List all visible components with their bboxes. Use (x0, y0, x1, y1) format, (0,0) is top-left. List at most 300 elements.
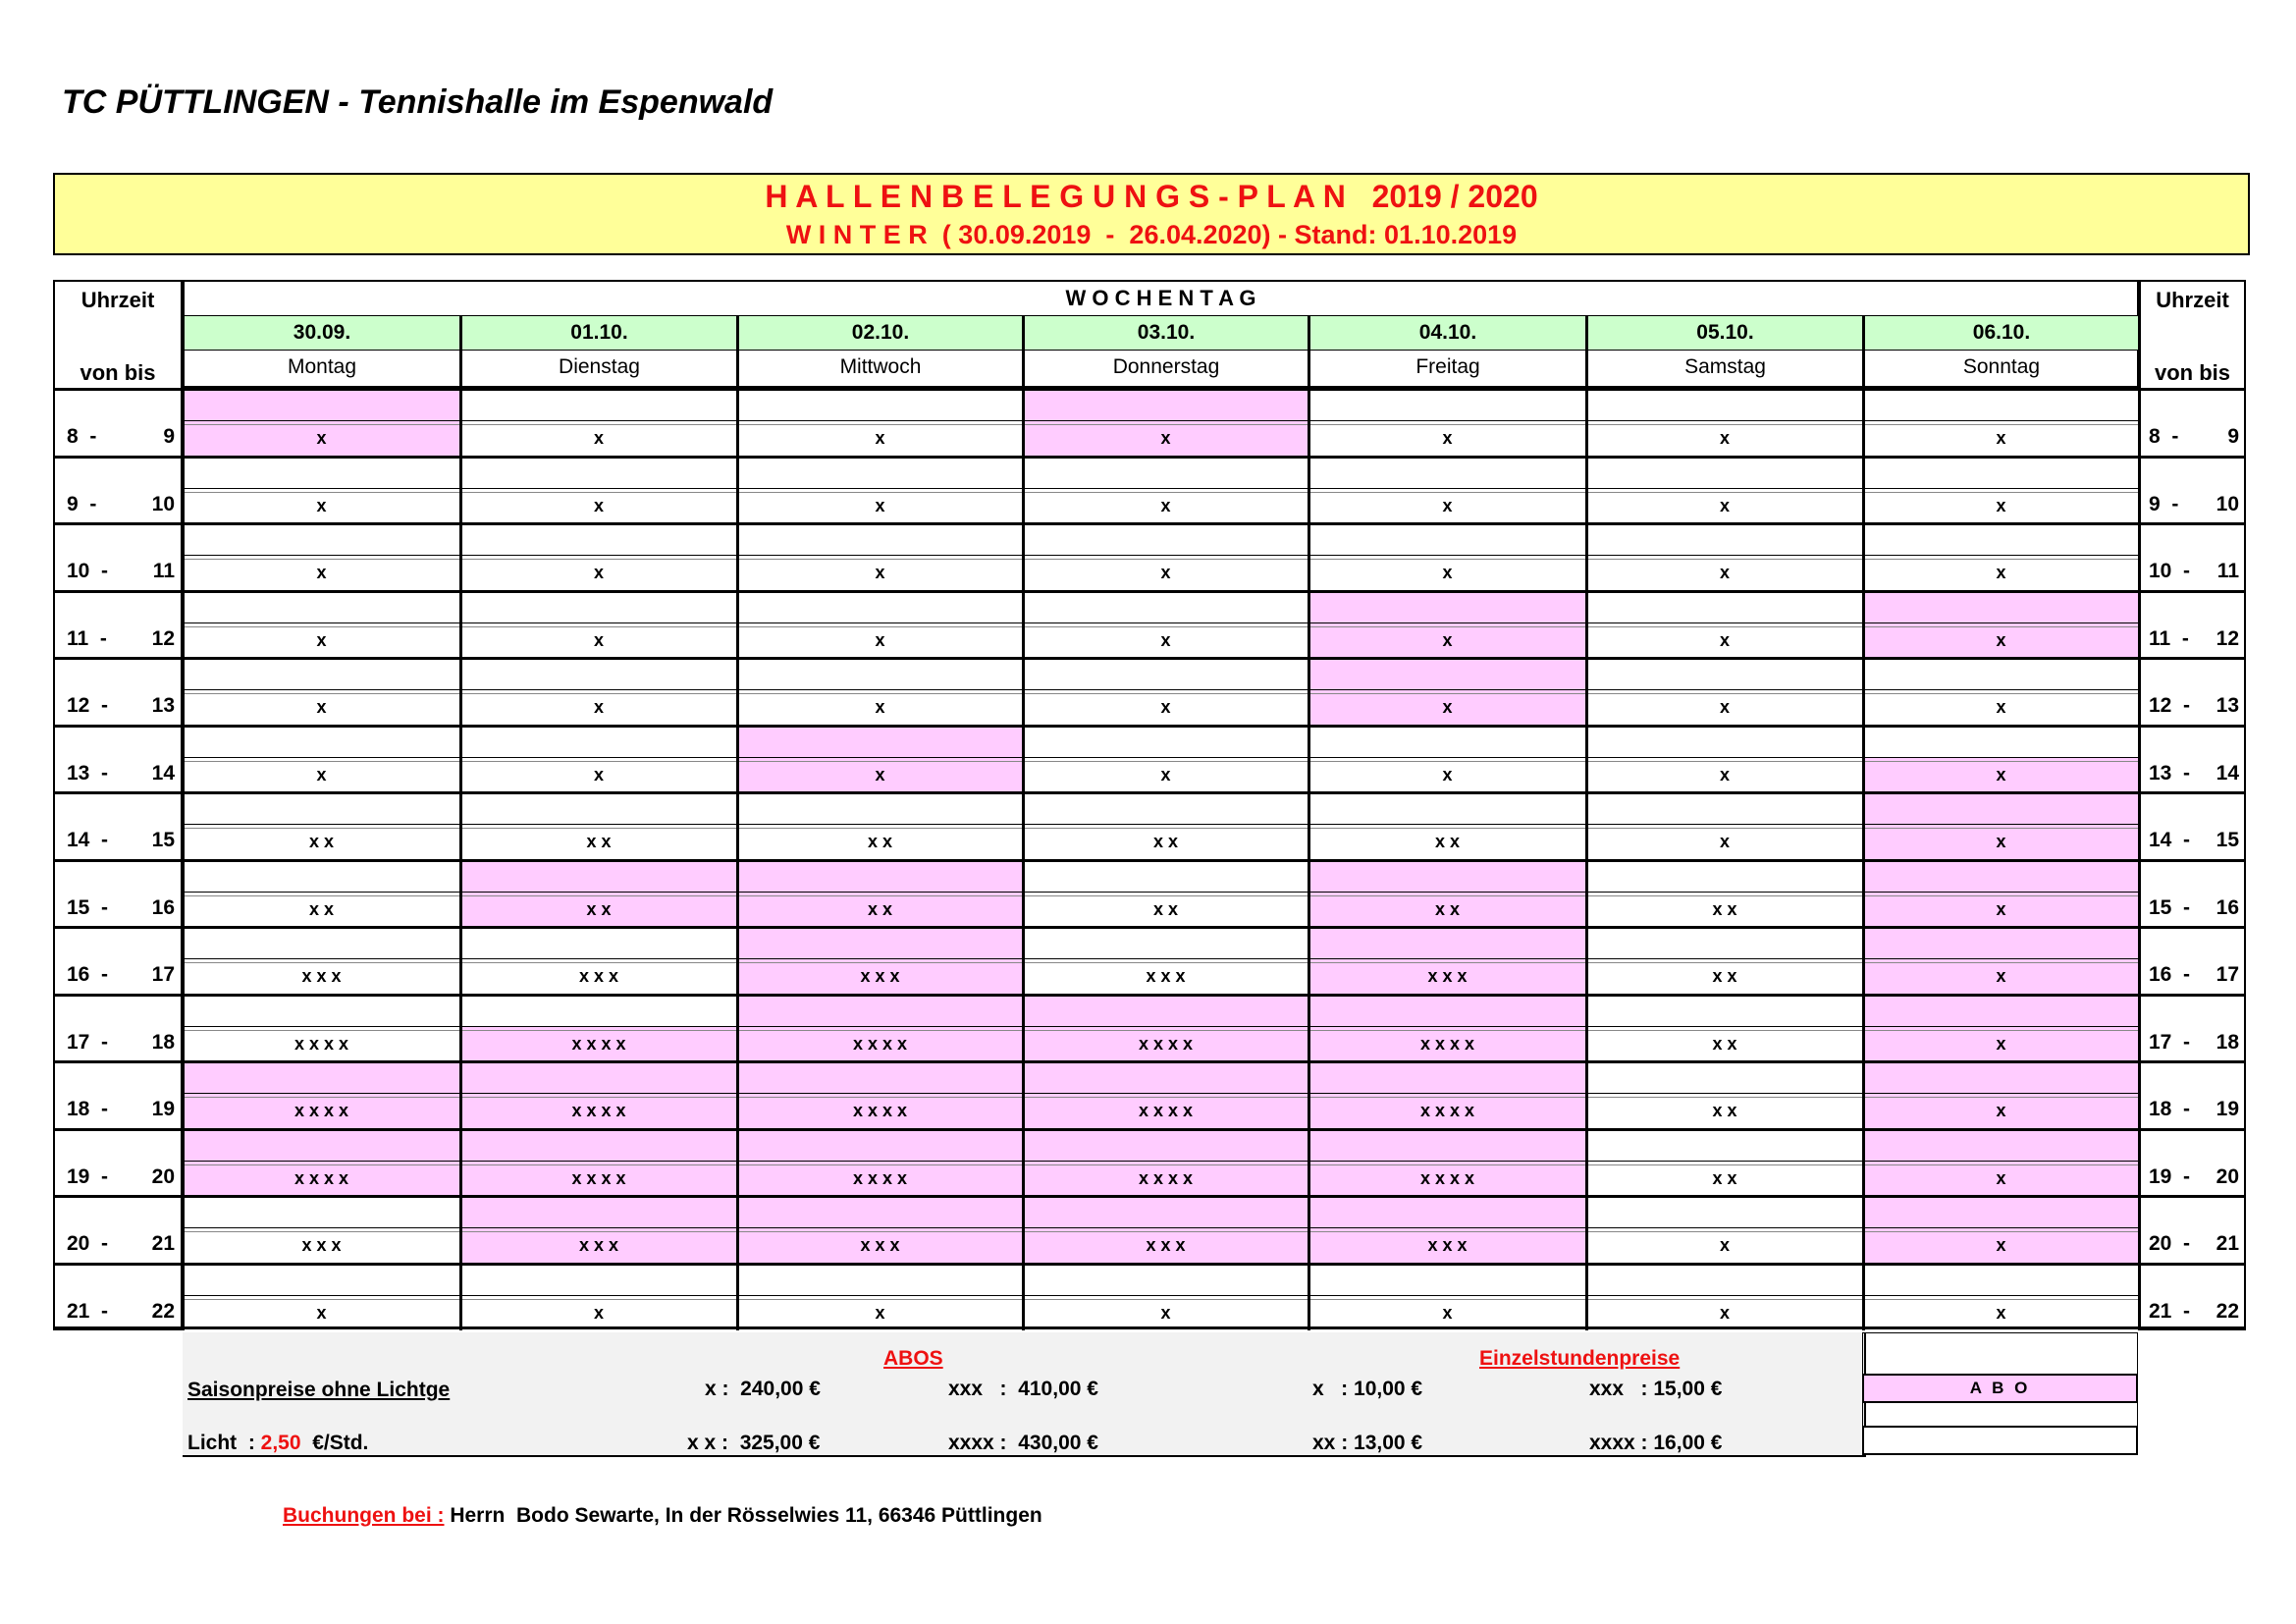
abo-slot (460, 1195, 737, 1228)
slot-mark: x x x x (294, 1167, 349, 1188)
time-right (2149, 1232, 2239, 1256)
slot-mark: x x x x (1419, 1167, 1475, 1188)
slot-mark: x (1160, 764, 1171, 785)
row-divider (183, 555, 2139, 556)
slot-mark: x x x x (1419, 1033, 1475, 1054)
time-to: 9 (2227, 425, 2239, 449)
slot-mark: x (316, 563, 327, 583)
time-from: 14 (2149, 829, 2172, 852)
legend-free (1862, 1426, 2138, 1455)
abo-slot (460, 1128, 737, 1162)
abo-slot (183, 1128, 460, 1162)
time-from: 8 (67, 425, 79, 449)
time-right (2149, 1165, 2239, 1189)
abo-slot (1023, 388, 1308, 421)
slot-mark: x (875, 697, 885, 718)
time-from: 19 (67, 1164, 90, 1188)
day-date: 03.10. (1023, 315, 1308, 351)
abo-price-x: x : 240,00 € (705, 1378, 821, 1400)
slot-mark: x x (1434, 898, 1461, 919)
abo-slot (183, 1060, 460, 1094)
row-divider (183, 824, 2139, 825)
hour-separator (53, 926, 2246, 929)
abo-slot (183, 388, 460, 421)
time-left (67, 762, 175, 785)
time-dash: - (89, 1299, 120, 1323)
abos-heading: ABOS (883, 1347, 943, 1370)
slot-mark: x x (1712, 898, 1737, 919)
row-divider (183, 488, 2139, 489)
time-from: 13 (2149, 761, 2172, 785)
abo-slot (1863, 1195, 2139, 1228)
time-from: 12 (2149, 694, 2172, 718)
booking-contact (283, 1504, 1042, 1528)
abo-slot (1308, 859, 1586, 893)
time-to: 15 (2216, 829, 2239, 852)
row-divider (183, 1227, 2139, 1228)
time-dash: - (89, 694, 120, 718)
slot-mark: x (1442, 764, 1453, 785)
abo-slot (1023, 1128, 1308, 1162)
time-from: 20 (67, 1232, 90, 1256)
slot-mark: x (1160, 629, 1171, 650)
slot-mark: x x x (1146, 966, 1186, 987)
day-name: Sonntag (1863, 351, 2139, 386)
time-right (2149, 963, 2239, 987)
slot-mark: x x x (301, 966, 342, 987)
slot-mark: x (593, 697, 604, 718)
slot-mark: x (1996, 1302, 2006, 1323)
time-dash: - (2171, 1030, 2202, 1054)
slot-mark: x x x x (1419, 1101, 1475, 1121)
slot-mark: x (875, 495, 885, 515)
slot-mark: x x x x (852, 1101, 908, 1121)
day-name: Montag (183, 351, 460, 386)
einzel-heading: Einzelstundenpreise (1479, 1347, 1681, 1370)
time-right (2149, 896, 2239, 920)
time-dash: - (89, 895, 120, 919)
slot-mark: x x (308, 898, 335, 919)
hour-separator (53, 522, 2246, 525)
time-to: 13 (151, 694, 175, 718)
licht-label: Licht : (187, 1432, 261, 1454)
time-left (67, 425, 175, 449)
slot-mark: x (1996, 1101, 2006, 1121)
time-right (2149, 1300, 2239, 1324)
abo-slot (1308, 994, 1586, 1027)
time-from: 21 (2149, 1299, 2172, 1323)
slot-mark: x x (1434, 832, 1461, 852)
time-left (67, 896, 175, 920)
slot-mark: x x x x (852, 1033, 908, 1054)
time-dash: - (89, 1098, 120, 1121)
time-from: 13 (67, 761, 90, 785)
slot-mark: x (1719, 563, 1730, 583)
licht-unit: €/Std. (300, 1432, 369, 1454)
row-divider (183, 1093, 2139, 1094)
slot-mark: x x (867, 898, 893, 919)
abo-slot (1308, 1128, 1586, 1162)
slot-mark: x (1996, 697, 2006, 718)
slot-mark: x (1719, 629, 1730, 650)
time-to: 21 (151, 1232, 175, 1256)
einzel-price-xxx: xxx : 15,00 € (1589, 1378, 1723, 1400)
time-to: 19 (151, 1098, 175, 1121)
time-right (2149, 560, 2239, 583)
time-to: 18 (2216, 1030, 2239, 1054)
hour-separator (53, 388, 2246, 391)
time-from: 17 (2149, 1030, 2172, 1054)
time-to: 10 (2216, 492, 2239, 515)
time-from: 18 (67, 1098, 90, 1121)
column-separator (182, 280, 185, 1330)
slot-mark: x (316, 629, 327, 650)
time-to: 9 (163, 425, 175, 449)
abo-slot (1023, 994, 1308, 1027)
abo-slot (737, 994, 1023, 1027)
time-dash: - (2171, 560, 2202, 583)
column-separator (2138, 280, 2141, 1330)
uhrzeit-left: Uhrzeit (80, 288, 155, 312)
row-divider (183, 892, 2139, 893)
hour-separator (53, 456, 2246, 459)
time-to: 19 (2216, 1098, 2239, 1121)
time-left (67, 1165, 175, 1189)
hour-separator (53, 590, 2246, 593)
slot-mark: x (1996, 832, 2006, 852)
slot-mark: x x (586, 898, 612, 919)
slot-mark: x (1719, 428, 1730, 449)
time-dash: - (2160, 425, 2191, 449)
abo-slot (1863, 994, 2139, 1027)
abo-slot (460, 1060, 737, 1094)
time-dash: - (2171, 963, 2202, 987)
abo-slot (1308, 657, 1586, 690)
abo-slot (1023, 1060, 1308, 1094)
einzel-price-xxxx: xxxx : 16,00 € (1589, 1432, 1723, 1454)
slot-mark: x x x x (571, 1101, 626, 1121)
time-right (2149, 627, 2239, 651)
row-divider (183, 1161, 2139, 1162)
hour-separator (53, 859, 2246, 862)
slot-mark: x (875, 764, 885, 785)
time-dash: - (89, 761, 120, 785)
time-to: 17 (2216, 963, 2239, 987)
time-dash: - (2171, 761, 2202, 785)
column-separator (1585, 315, 1588, 1330)
time-left (67, 694, 175, 718)
day-name: Donnerstag (1023, 351, 1308, 386)
slot-mark: x (1442, 1302, 1453, 1323)
time-from: 10 (2149, 560, 2172, 583)
slot-mark: x (1442, 697, 1453, 718)
time-from: 21 (67, 1299, 90, 1323)
abo-slot (1863, 859, 2139, 893)
hour-separator (53, 725, 2246, 728)
saison-label: Saisonpreise ohne Lichtge (187, 1379, 451, 1401)
time-to: 20 (151, 1164, 175, 1188)
vonbis-right: von bis (2154, 360, 2230, 385)
time-dash: - (2171, 1299, 2202, 1323)
slot-mark: x x (1712, 1167, 1737, 1188)
time-dash: - (2160, 492, 2191, 515)
abo-slot (1863, 1128, 2139, 1162)
time-dash: - (89, 1232, 120, 1256)
slot-mark: x (593, 428, 604, 449)
slot-mark: x (316, 697, 327, 718)
time-from: 11 (2149, 626, 2171, 650)
time-dash: - (78, 425, 109, 449)
hour-separator (53, 1128, 2246, 1131)
time-right (2149, 1098, 2239, 1121)
slot-mark: x (316, 495, 327, 515)
time-dash: - (89, 829, 120, 852)
slot-mark: x x (1152, 898, 1179, 919)
hour-separator (53, 657, 2246, 660)
slot-mark: x x x x (571, 1167, 626, 1188)
slot-mark: x x x (578, 1235, 619, 1256)
slot-mark: x (1719, 495, 1730, 515)
abo-price-xx: x x : 325,00 € (687, 1432, 821, 1454)
abo-slot (1863, 926, 2139, 959)
time-dash: - (88, 626, 119, 650)
row-divider (183, 1026, 2139, 1027)
slot-mark: x (1160, 563, 1171, 583)
time-from: 17 (67, 1030, 90, 1054)
hour-separator (53, 1195, 2246, 1198)
slot-mark: x (1442, 495, 1453, 515)
time-dash: - (78, 492, 109, 515)
abo-slot (1308, 1060, 1586, 1094)
time-to: 14 (151, 761, 175, 785)
slot-mark: x (593, 563, 604, 583)
time-right (2149, 493, 2239, 516)
day-date: 04.10. (1308, 315, 1586, 351)
day-date: 30.09. (183, 315, 460, 351)
slot-mark: x (1160, 1302, 1171, 1323)
slot-mark: x x x x (294, 1101, 349, 1121)
time-from: 16 (2149, 963, 2172, 987)
column-separator (736, 315, 739, 1330)
abo-slot (737, 1060, 1023, 1094)
time-to: 14 (2216, 761, 2239, 785)
time-to: 18 (151, 1030, 175, 1054)
slot-mark: x x (308, 832, 335, 852)
time-from: 9 (2149, 492, 2161, 515)
vonbis-left: von bis (80, 360, 156, 385)
time-to: 16 (2216, 895, 2239, 919)
club-title: TC PÜTTLINGEN - Tennishalle im Espenwald (62, 83, 774, 121)
row-divider (183, 757, 2139, 758)
time-dash: - (2170, 626, 2201, 650)
time-from: 12 (67, 694, 90, 718)
time-left (67, 627, 175, 651)
row-divider (183, 689, 2139, 690)
time-from: 18 (2149, 1098, 2172, 1121)
booking-grid (53, 280, 2246, 1330)
slot-mark: x (875, 428, 885, 449)
time-left (67, 1098, 175, 1121)
time-from: 14 (67, 829, 90, 852)
slot-mark: x (1996, 495, 2006, 515)
slot-mark: x (875, 629, 885, 650)
slot-mark: x x x (301, 1235, 342, 1256)
time-from: 9 (67, 492, 79, 515)
time-left (67, 829, 175, 852)
time-to: 12 (151, 626, 175, 650)
hour-separator (53, 1060, 2246, 1063)
column-separator (459, 315, 462, 1330)
slot-mark: x x x x (571, 1033, 626, 1054)
time-dash: - (2171, 694, 2202, 718)
slot-mark: x (1442, 563, 1453, 583)
slot-mark: x x (1152, 832, 1179, 852)
slot-mark: x x x (1427, 966, 1468, 987)
slot-mark: x (875, 563, 885, 583)
abo-price-xxxx: xxxx : 430,00 € (948, 1432, 1098, 1454)
abo-slot (737, 859, 1023, 893)
booking-contact-text: Herrn Bodo Sewarte, In der Rösselwies 11, 66346 Püttlingen (444, 1504, 1042, 1527)
time-to: 13 (2216, 694, 2239, 718)
slot-mark: x (593, 629, 604, 650)
slot-mark: x (1160, 428, 1171, 449)
slot-mark: x x x x (1138, 1101, 1194, 1121)
hour-separator (53, 1263, 2246, 1266)
slot-mark: x (1996, 1235, 2006, 1256)
slot-mark: x x x (1427, 1235, 1468, 1256)
day-name: Samstag (1586, 351, 1863, 386)
time-left (67, 963, 175, 987)
time-left (67, 493, 175, 516)
day-date: 06.10. (1863, 315, 2139, 351)
slot-mark: x x x (1146, 1235, 1186, 1256)
booking-label: Buchungen bei : (283, 1504, 445, 1527)
row-divider (183, 1295, 2139, 1296)
slot-mark: x (316, 1302, 327, 1323)
slot-mark: x (593, 764, 604, 785)
time-dash: - (89, 963, 120, 987)
slot-mark: x (1719, 1235, 1730, 1256)
wochentag-heading: W O C H E N T A G (1065, 286, 1256, 310)
time-left (67, 1232, 175, 1256)
row-divider (183, 420, 2139, 421)
day-name: Freitag (1308, 351, 1586, 386)
time-to: 11 (152, 560, 175, 583)
einzel-price-xx: xx : 13,00 € (1312, 1432, 1423, 1454)
slot-mark: x (1160, 697, 1171, 718)
plan-title: H A L L E N B E L E G U N G S - P L A N 2019 / 2020 (765, 179, 1538, 214)
einzel-price-x: x : 10,00 € (1312, 1378, 1423, 1400)
slot-mark: x x (1712, 1101, 1737, 1121)
slot-mark: x (1160, 495, 1171, 515)
time-left (67, 1031, 175, 1055)
time-right (2149, 1031, 2239, 1055)
slot-mark: x x x x (294, 1033, 349, 1054)
time-to: 22 (151, 1299, 175, 1323)
slot-mark: x x (867, 832, 893, 852)
slot-mark: x (593, 1302, 604, 1323)
slot-mark: x (1719, 1302, 1730, 1323)
slot-mark: x (875, 1302, 885, 1323)
slot-mark: x x x (860, 966, 900, 987)
abo-slot (1863, 791, 2139, 825)
hour-separator (53, 791, 2246, 794)
time-to: 21 (2216, 1232, 2239, 1256)
time-from: 15 (67, 895, 90, 919)
row-divider (183, 958, 2139, 959)
time-dash: - (89, 1030, 120, 1054)
slot-mark: x (1719, 697, 1730, 718)
day-date: 02.10. (737, 315, 1023, 351)
slot-mark: x (1442, 428, 1453, 449)
slot-mark: x (1996, 764, 2006, 785)
day-date: 01.10. (460, 315, 737, 351)
plan-subtitle: W I N T E R ( 30.09.2019 - 26.04.2020) - Stand: 01.10.2019 (785, 220, 1518, 249)
slot-mark: x (593, 495, 604, 515)
time-dash: - (2171, 829, 2202, 852)
slot-mark: x (1996, 1033, 2006, 1054)
abo-slot (737, 1195, 1023, 1228)
time-right (2149, 762, 2239, 785)
plan-banner (53, 173, 2250, 255)
licht-value: 2,50 (260, 1432, 301, 1454)
abo-slot (737, 1128, 1023, 1162)
time-right (2149, 425, 2239, 449)
time-from: 19 (2149, 1164, 2172, 1188)
time-dash: - (2171, 1098, 2202, 1121)
time-from: 11 (67, 626, 89, 650)
slot-mark: x x (1712, 1033, 1737, 1054)
abo-slot (1863, 590, 2139, 623)
column-separator (1862, 315, 1865, 1330)
time-dash: - (2171, 1164, 2202, 1188)
slot-mark: x (316, 428, 327, 449)
time-right (2149, 694, 2239, 718)
abo-slot (737, 725, 1023, 758)
column-separator (1022, 315, 1025, 1330)
time-to: 20 (2216, 1164, 2239, 1188)
licht-price (187, 1432, 368, 1455)
slot-mark: x x x x (1138, 1167, 1194, 1188)
time-dash: - (2171, 1232, 2202, 1256)
time-to: 15 (151, 829, 175, 852)
abo-slot (737, 926, 1023, 959)
slot-mark: x (1719, 832, 1730, 852)
time-from: 16 (67, 963, 90, 987)
hour-separator (53, 994, 2246, 997)
hour-separator (53, 1326, 2246, 1329)
time-from: 10 (67, 560, 90, 583)
slot-mark: x x (1712, 966, 1737, 987)
time-to: 16 (151, 895, 175, 919)
time-to: 17 (151, 963, 175, 987)
slot-mark: x x (586, 832, 612, 852)
slot-mark: x (1996, 1167, 2006, 1188)
abo-slot (1308, 1195, 1586, 1228)
abo-price-xxx: xxx : 410,00 € (948, 1378, 1098, 1400)
abo-slot (1308, 590, 1586, 623)
slot-mark: x (1719, 764, 1730, 785)
abo-slot (1308, 926, 1586, 959)
slot-mark: x x x (578, 966, 619, 987)
time-from: 8 (2149, 425, 2161, 449)
time-to: 12 (2216, 626, 2239, 650)
uhrzeit-right: Uhrzeit (2156, 288, 2229, 312)
column-separator (1308, 315, 1310, 1330)
slot-mark: x (1996, 629, 2006, 650)
time-left (67, 560, 175, 583)
time-to: 22 (2216, 1299, 2239, 1323)
